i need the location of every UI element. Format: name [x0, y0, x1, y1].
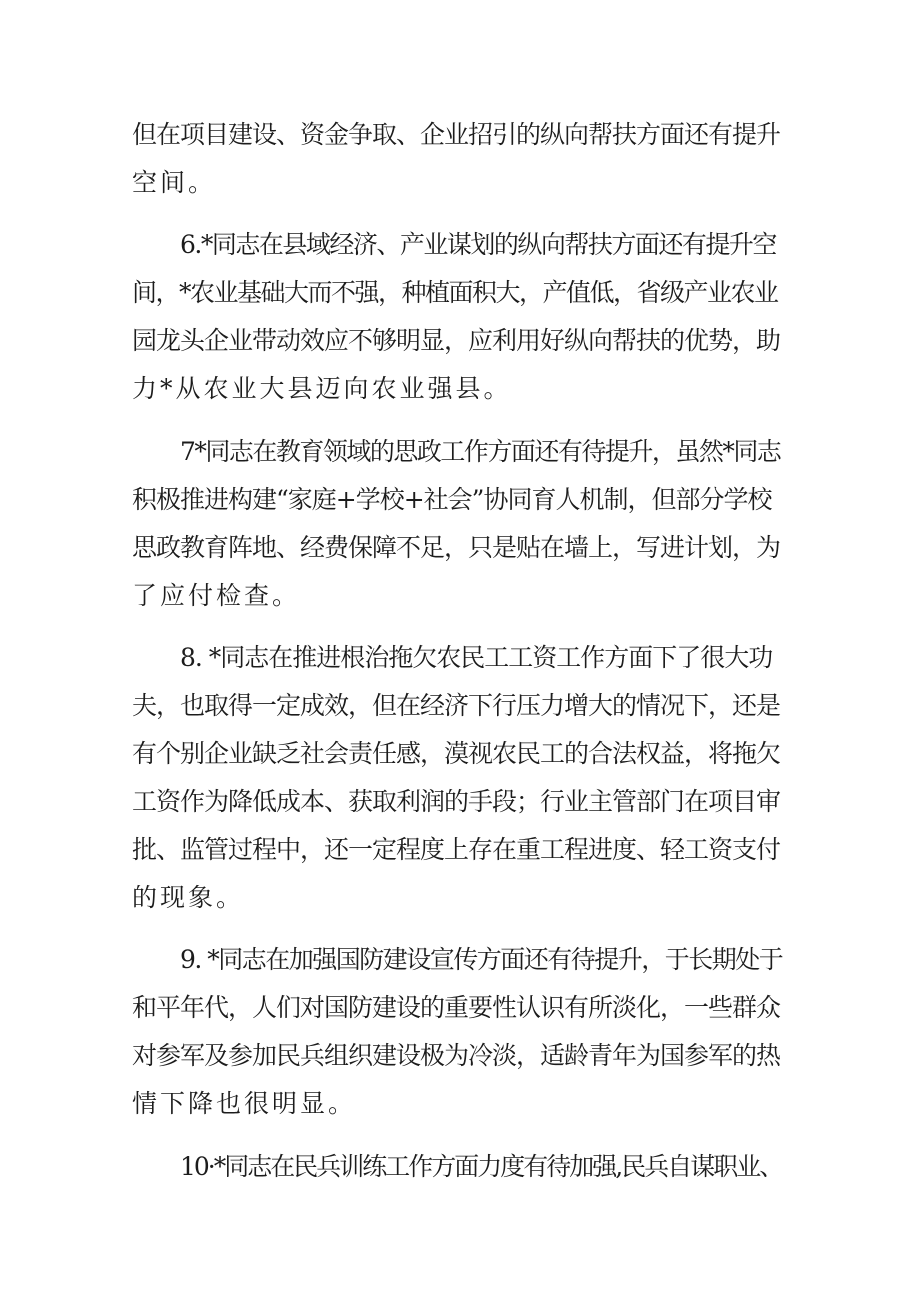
text-line: 的现象。: [132, 883, 245, 912]
text-line: 空间。: [132, 168, 217, 197]
text-line: 力*从农业大县迈向农业强县。: [132, 374, 512, 403]
text-line: 但在项目建设、资金争取、企业招引的纵向帮扶方面还有提升: [132, 120, 781, 149]
text-line: 了应付检查。: [132, 581, 301, 610]
text-line: 批、监管过程中，还一定程度上存在重工程进度、轻工资支付: [132, 835, 781, 864]
paragraph-10-first-line: 10·*同志在民兵训练工作方面力度有待加强,民兵自谋职业、: [180, 1152, 783, 1181]
paragraph-6-first-line: 6.*同志在县域经济、产业谋划的纵向帮扶方面还有提升空: [180, 230, 776, 259]
text-line: 情下降也很明显。: [132, 1089, 357, 1118]
text-line: 有个别企业缺乏社会责任感，漠视农民工的合法权益，将拖欠: [132, 739, 781, 768]
text-line: 夫，也取得一定成效，但在经济下行压力增大的情况下，还是: [132, 691, 781, 720]
text-line: 积极推进构建“家庭+学校+社会”协同育人机制，但部分学校: [132, 485, 772, 514]
text-line: 园龙头企业带动效应不够明显，应利用好纵向帮扶的优势，助: [132, 326, 781, 355]
paragraph-8-first-line: 8. *同志在推进根治拖欠农民工工资工作方面下了很大功: [180, 643, 773, 672]
paragraph-9-first-line: 9. *同志在加强国防建设宣传方面还有待提升，于长期处于: [180, 945, 783, 974]
paragraph-7-first-line: 7*同志在教育领域的思政工作方面还有待提升，虽然*同志: [180, 437, 781, 466]
text-line: 对参军及参加民兵组织建设极为冷淡，适龄青年为国参军的热: [132, 1041, 781, 1070]
text-line: 思政教育阵地、经费保障不足，只是贴在墙上，写进计划，为: [132, 533, 781, 562]
text-line: 工资作为降低成本、获取利润的手段；行业主管部门在项目审: [132, 787, 781, 816]
text-line: 间，*农业基础大而不强，种植面积大，产值低，省级产业农业: [132, 278, 778, 307]
text-line: 和平年代，人们对国防建设的重要性认识有所淡化，一些群众: [132, 993, 781, 1022]
